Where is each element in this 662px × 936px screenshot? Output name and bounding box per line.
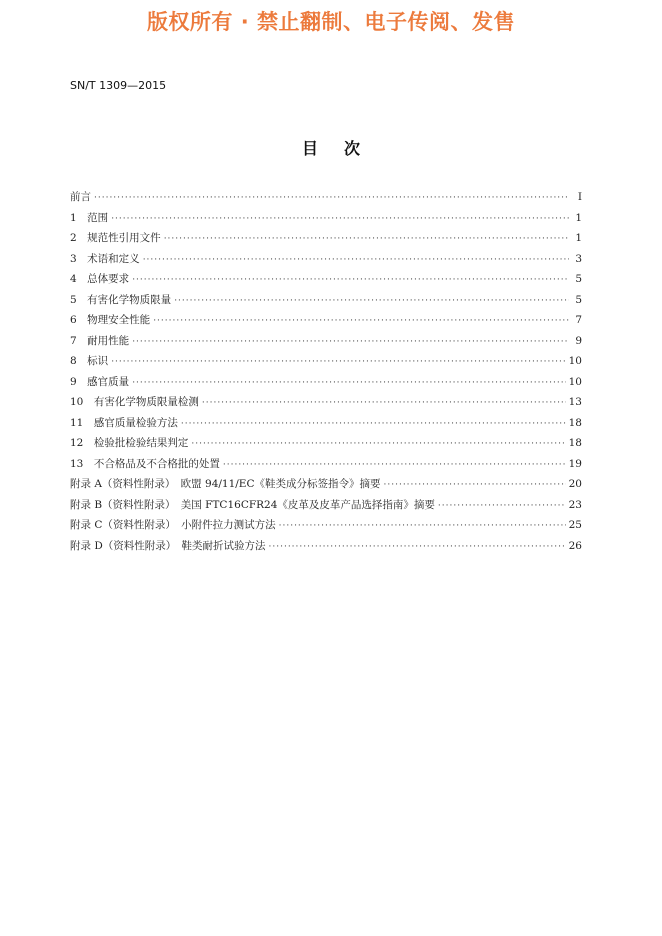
toc-entry-page: 18 <box>568 416 582 429</box>
dot-leader <box>181 419 566 429</box>
toc-entry-page: 7 <box>575 314 582 326</box>
toc-entry-foreword[interactable] <box>70 189 582 210</box>
toc-entry-page: 18 <box>568 437 582 449</box>
dot-leader <box>384 480 566 490</box>
dot-leader <box>279 521 566 531</box>
toc-entry-8[interactable] <box>70 353 582 374</box>
copyright-watermark: 版权所有 · 禁止翻制、电子传阅、发售 <box>146 10 516 34</box>
dot-leader <box>111 357 565 367</box>
toc-entry-label: 附录 B（资料性附录） 美国 FTC16CFR24《皮革及皮革产品选择指南》摘要 <box>70 498 435 511</box>
toc-entry-page: 1 <box>575 232 582 244</box>
toc-entry-12[interactable] <box>70 435 582 456</box>
toc-entry-4[interactable] <box>70 271 582 292</box>
toc-entry-label: 12 检验批检验结果判定 <box>70 437 189 449</box>
toc-entry-label: 9 感官质量 <box>70 375 130 388</box>
toc-entry-page: 26 <box>568 539 582 552</box>
toc-entry-appendix-b[interactable] <box>70 497 582 518</box>
toc-entry-label: 附录 C（资料性附录） 小附件拉力测试方法 <box>70 519 276 531</box>
toc-entry-page: 20 <box>568 478 582 490</box>
toc-entry-10[interactable] <box>70 394 582 415</box>
toc-entry-page: 19 <box>568 457 582 470</box>
dot-leader <box>94 193 569 203</box>
toc-entry-appendix-d[interactable] <box>70 538 582 559</box>
dot-leader <box>223 460 566 470</box>
toc-entry-label: 5 有害化学物质限量 <box>70 293 172 306</box>
toc-entry-label: 附录 A（资料性附录） 欧盟 94/11/EC《鞋类成分标签指令》摘要 <box>70 478 381 490</box>
toc-entry-page: 10 <box>568 375 582 388</box>
toc-entry-5[interactable] <box>70 292 582 313</box>
dot-leader <box>132 337 569 347</box>
toc-entry-label: 7 耐用性能 <box>70 334 130 347</box>
toc-entry-label: 6 物理安全性能 <box>70 314 151 326</box>
dot-leader <box>111 214 569 224</box>
toc-entry-label: 8 标识 <box>70 355 109 367</box>
dot-leader <box>164 234 569 244</box>
toc-entry-label: 前言 <box>70 191 91 203</box>
dot-leader <box>191 439 565 449</box>
dot-leader <box>202 398 566 408</box>
standard-number: SN/T 1309—2015 <box>70 79 167 92</box>
toc-entry-page: 5 <box>575 273 582 285</box>
toc-entry-7[interactable] <box>70 333 582 354</box>
toc-entry-page: I <box>577 191 582 203</box>
toc-entry-13[interactable] <box>70 456 582 477</box>
toc-entry-1[interactable] <box>70 210 582 231</box>
toc-entry-label: 13 不合格品及不合格批的处置 <box>70 457 220 470</box>
toc-entry-9[interactable] <box>70 374 582 395</box>
toc-entry-page: 23 <box>568 498 582 511</box>
toc-entry-label: 10 有害化学物质限量检测 <box>70 396 199 408</box>
toc-entry-label: 3 术语和定义 <box>70 252 140 265</box>
dot-leader <box>132 275 569 285</box>
toc-entry-2[interactable] <box>70 230 582 251</box>
toc-entry-label: 1 范围 <box>70 211 109 224</box>
toc-entry-page: 13 <box>568 396 582 408</box>
dot-leader <box>269 542 566 552</box>
toc-entry-label: 2 规范性引用文件 <box>70 232 161 244</box>
toc-entry-6[interactable] <box>70 312 582 333</box>
toc-title: 目次 <box>301 139 386 158</box>
dot-leader <box>174 296 569 306</box>
toc-entry-11[interactable] <box>70 415 582 436</box>
toc-entry-label: 11 感官质量检验方法 <box>70 416 178 429</box>
table-of-contents <box>70 189 582 558</box>
toc-entry-page: 3 <box>575 252 582 265</box>
toc-entry-label: 4 总体要求 <box>70 273 130 285</box>
dot-leader <box>143 255 569 265</box>
toc-entry-appendix-a[interactable] <box>70 476 582 497</box>
toc-entry-page: 25 <box>568 519 582 531</box>
toc-entry-page: 5 <box>575 293 582 306</box>
dot-leader <box>153 316 569 326</box>
toc-entry-3[interactable] <box>70 251 582 272</box>
dot-leader <box>132 378 565 388</box>
toc-entry-page: 9 <box>575 334 582 347</box>
toc-entry-label: 附录 D（资料性附录） 鞋类耐折试验方法 <box>70 539 266 552</box>
toc-entry-page: 1 <box>575 211 582 224</box>
dot-leader <box>438 501 566 511</box>
toc-entry-page: 10 <box>568 355 582 367</box>
toc-entry-appendix-c[interactable] <box>70 517 582 538</box>
